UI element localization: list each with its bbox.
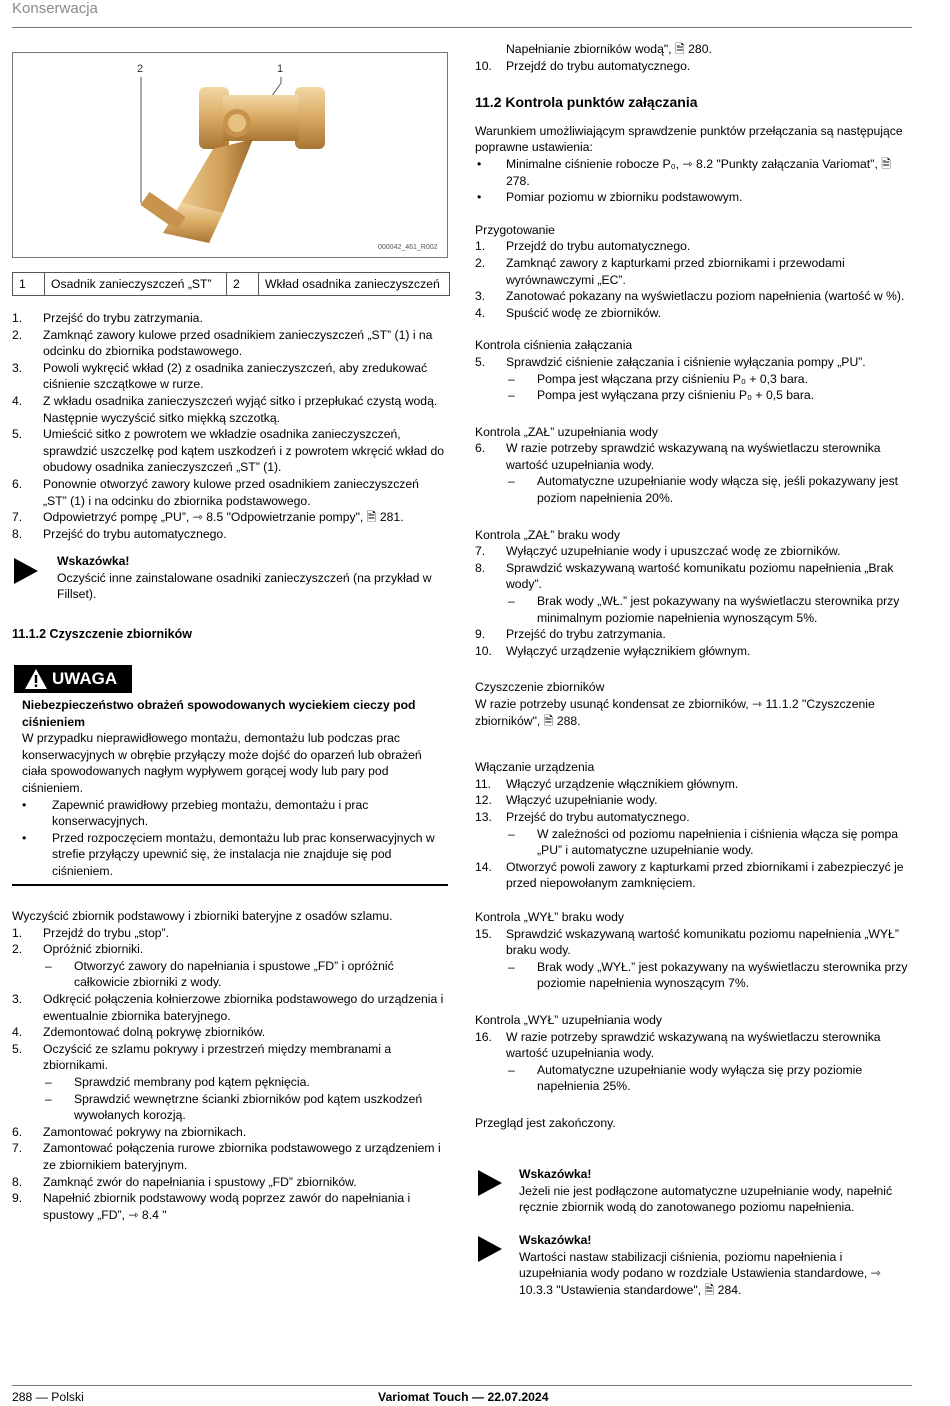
cleaning-intro: Wyczyścić zbiornik podstawowy i zbiorniki bateryjne z osadów szlamu. [12,909,393,923]
intro-text: Warunkiem umożliwiającym sprawdzenie punktów przełączania są następujące poprawne ustawienia: [475,123,903,155]
list-item: 5. Umieścić sitko z powrotem we wkładzie osadnika zanieczyszczeń, sprawdzić uszczelkę pod kątem uszkodzeń i z powrotem wkręcić wkład do obudowy osadnika zanieczyszczeń „ST” (1). [12,427,444,475]
list-item: 1. Przejść do trybu zatrzymania. [12,311,203,325]
section-heading-11-2: 11.2 Kontrola punktów załączania [475,94,698,111]
header-title: Konserwacja [12,0,98,17]
prep-steps [475,238,915,321]
list-item: 5. Oczyścić ze szlamu pokrywy i przestrzeń między membranami a zbiornikami. [12,1041,392,1073]
legend-num: 2 [227,273,259,295]
warning-badge [14,665,132,693]
list-item: 10. Wyłączyć urządzenie wyłącznikiem głównym. [475,643,751,658]
list-item: 6. Ponownie otworzyć zawory kulowe przed osadnikiem zanieczyszczeń „ST” (1) i na odcinku do zbiornika podstawowego. [12,476,419,508]
list-item: 3. Powoli wykręcić wkład (2) z osadnika zanieczyszczeń, aby zredukować ciśnienie szczątkowe w rurze. [12,360,428,392]
subheading: Kontrola „ZAŁ” uzupełniania wody [475,424,658,439]
sub-item: – Pompa jest włączana przy ciśnieniu P₀ + 0,3 bara. [508,371,808,386]
header-rule [12,27,912,28]
warning-triangle-icon [24,668,48,690]
callout-2: 2 [137,63,144,75]
list-item: 14. Otworzyć powoli zawory z kapturkami przed zbiornikami i zabezpieczyć je przed niepowołanym zamknięciem. [475,859,904,891]
list-item: 13. Przejść do trybu automatycznego. [475,809,690,824]
note-arrow-icon [478,1170,502,1196]
wl-steps [475,776,915,826]
list-item: 6. W razie potrzeby sprawdzić wskazywaną na wyświetlaczu sterownika wartość uzupełniania wody. [475,441,881,472]
warning-box [22,697,442,880]
cleaning-steps-cont [12,991,446,1074]
list-item: 2. Zamknąć zawory kulowe przed osadnikiem zanieczyszczeń „ST” (1) i na odcinku do zbiornika podstawowego. [12,327,433,359]
left-column [12,310,444,542]
list-item: 9. Przejść do trybu zatrzymania. [475,627,666,642]
list-item: 7. Odpowietrzyć pompę „PU”, ⇾ 8.5 "Odpowietrzanie pompy", 🗎 281. [12,510,404,525]
wylu-steps [475,1029,915,1062]
list-item: 1. Przejdź do trybu automatycznego. [475,239,691,254]
footer-doc: Variomat Touch — 22.07.2024 [378,1390,549,1404]
note-arrow-icon [14,558,38,584]
sub-item: – Otworzyć zawory do napełniania i spustowe „FD” i opróżnić całkowicie zbiorniki z wody. [45,958,394,990]
note-3 [519,1232,914,1298]
legend-num: 1 [13,273,45,295]
list-item: 8. Przejść do trybu automatycznego. [12,526,227,541]
note-title: Wskazówka! [519,1167,592,1181]
press-steps [475,354,915,371]
sub-item: – Sprawdzić wewnętrzne ścianki zbiorników pod kątem uszkodzeń wywołanych korozją. [45,1091,423,1123]
subheading: Czyszczenie zbiorników [475,680,605,695]
note-text: Jeżeli nie jest podłączone automatyczne uzupełnianie wody, napełnić ręcznie zbiornik wodą do zanotowanego poziomu napełnienia. [519,1183,893,1215]
strainer-steps [12,310,444,542]
strainer-figure [12,52,448,258]
brak-steps-cont [475,626,915,659]
note-title: Wskazówka! [57,554,130,568]
wl-steps-cont [475,859,915,892]
cleaning-steps [12,925,446,958]
list-item: 12. Włączyć uzupełnianie wody. [475,793,658,808]
subheading: Kontrola „WYŁ” braku wody [475,909,625,924]
subheading: Kontrola „ZAŁ” braku wody [475,527,620,542]
list-item: 2. Opróżnić zbiorniki. [12,942,144,957]
bullet-item: • Pomiar poziomu w zbiorniku podstawowym. [477,190,743,205]
list-item: 5. Sprawdzić ciśnienie załączania i ciśnienie wyłączania pompy „PU”. [475,354,866,369]
list-item: 8. Zamknąć zwór do napełniania i spustowy „FD” zbiorników. [12,1174,357,1189]
sub-item: – Automatyczne uzupełnianie wody włącza się, jeśli pokazywany jest poziom napełnienia 20%. [508,474,899,506]
wyl-steps [475,926,915,959]
subheading: Włączanie urządzenia [475,760,595,775]
list-item: 4. Z wkładu osadnika zanieczyszczeń wyjąć sitko i przepłukać czystą wodą. Następnie wyczyścić sitko miękką szczotką. [12,393,438,425]
section-heading-11-1-2: 11.1.2 Czyszczenie zbiorników [12,627,192,641]
callout-1: 1 [277,63,284,75]
cleaning-steps-cont [12,1124,446,1224]
subheading: Przygotowanie [475,222,555,237]
list-item: 15. Sprawdzić wskazywaną wartość komunikatu poziomu napełnienia „WYŁ” braku wody. [475,926,899,958]
sub-item: – Pompa jest wyłączana przy ciśnieniu P₀ + 0,5 bara. [508,388,815,403]
legend-label: Wkład osadnika zanieczyszczeń [265,277,440,291]
paragraph: W razie potrzeby usunąć kondensat ze zbiorników, ⇾ 11.1.2 "Czyszczenie zbiorników", 🗎 288. [475,697,875,728]
legend-label: Osadnik zanieczyszczeń „ST” [45,273,227,295]
list-item: 4. Zdemontować dolną pokrywę zbiorników. [12,1025,266,1040]
list-item: 2. Zamknąć zawory z kapturkami przed zbiornikami i przewodami wyrównawczymi „EC”. [475,255,845,287]
list-item: 4. Spuścić wodę ze zbiorników. [475,305,662,320]
subheading: Kontrola „WYŁ” uzupełniania wody [475,1012,662,1027]
list-item: 7. Wyłączyć uzupełnianie wody i upuszczać wodę ze zbiorników. [475,544,841,559]
note-2 [519,1166,914,1216]
strainer-illustration [13,53,447,257]
figure-legend [12,272,450,296]
note-arrow-icon [478,1236,502,1262]
footer-rule [12,1385,912,1386]
cleaning-section [12,908,446,1223]
footer-page: 288 — Polski [12,1390,84,1404]
sub-item: – Sprawdzić membrany pod kątem pęknięcia. [45,1074,310,1089]
warning-text: W przypadku nieprawidłowego montażu, demontażu lub podczas prac konserwacyjnych w obrębie przyłączy może dojść do oparzeń lub obrażeń ciała spowodowanych nagłym wypływem gorącej wody lub pary pod ciśnieniem. [22,731,422,795]
zal-steps [475,440,915,473]
sub-item: – Brak wody „WŁ.” jest pokazywany na wyświetlaczu sterownika przy minimalnym poziomie napełnienia wynoszącym 5%. [508,594,900,625]
warning-bullet: • Przed rozpoczęciem montażu, demontażu lub prac konserwacyjnych w strefie przyłączy upewnić się, że instalacja nie znajduje się pod ciśnieniem. [22,830,435,878]
note-text: Wartości nastaw stabilizacji ciśnienia, poziomu napełnienia i uzupełniania wody podano w rozdziale Ustawienia standardowe, ⇾ 10.3.3 "Ustawienia standardowe", 🗎 284. [519,1249,881,1297]
steps-10 [475,58,915,75]
subheading: Kontrola ciśnienia załączania [475,338,633,353]
list-item: 3. Odkręcić połączenia kołnierzowe zbiornika podstawowego do urządzenia i ewentualnie zbiornika bateryjnego. [12,991,444,1023]
list-item: 1. Przejdź do trybu „stop”. [12,925,169,940]
note-1 [57,553,437,603]
list-item: 7. Zamontować połączenia rurowe zbiornika podstawowego z urządzeniem i ze zbiornikiem bateryjnym. [12,1141,441,1172]
warning-rule [12,884,448,886]
list-item: 6. Zamontować pokrywy na zbiornikach. [12,1124,247,1139]
brak-steps [475,543,915,593]
list-item: 10. Przejdź do trybu automatycznego. [475,58,691,73]
warning-title: Niebezpieczeństwo obrażeń spowodowanych wyciekiem cieczy pod ciśnieniem [22,698,416,729]
figure-code: 000042_461_R002 [378,244,438,251]
paragraph: Przegląd jest zakończony. [475,1115,616,1130]
bullet-item: • Minimalne ciśnienie robocze P₀, ⇾ 8.2 "Punkty załączania Variomat", 🗎 278. [477,156,892,188]
warning-badge-label: UWAGA [52,669,118,688]
sub-item: – Brak wody „WYŁ.” jest pokazywany na wyświetlaczu sterownika przy poziomie napełnienia wynoszącym 7%. [508,959,908,991]
list-item: 3. Zanotować pokazany na wyświetlaczu poziom napełnienia (wartość w %). [475,289,905,304]
list-item: 8. Sprawdzić wskazywaną wartość komunikatu poziomu napełnienia „Brak wody”. [475,560,894,592]
right-column [475,41,915,1131]
continued-text: Napełnianie zbiorników wodą", 🗎 280. [506,42,712,56]
note-text: Oczyścić inne zainstalowane osadniki zanieczyszczeń (na przykład w Fillset). [57,570,432,602]
note-title: Wskazówka! [519,1233,592,1247]
list-item: 11. Włączyć urządzenie włącznikiem głównym. [475,776,739,791]
list-item: 16. W razie potrzeby sprawdzić wskazywaną na wyświetlaczu sterownika wartość uzupełniania wody. [475,1029,881,1061]
sub-item: – Automatyczne uzupełnianie wody wyłącza się przy poziomie napełnienia 25%. [508,1062,863,1094]
warning-bullet: • Zapewnić prawidłowy przebieg montażu, demontażu i prac konserwacyjnych. [22,797,369,829]
sub-item: – W zależności od poziomu napełnienia i ciśnienia włącza się pompa „PU” i automatyczne uzupełnianie wody. [508,826,899,858]
list-item: 9. Napełnić zbiornik podstawowy wodą poprzez zawór do napełniania i spustowy „FD”, ⇾ 8.4 " [12,1191,411,1222]
